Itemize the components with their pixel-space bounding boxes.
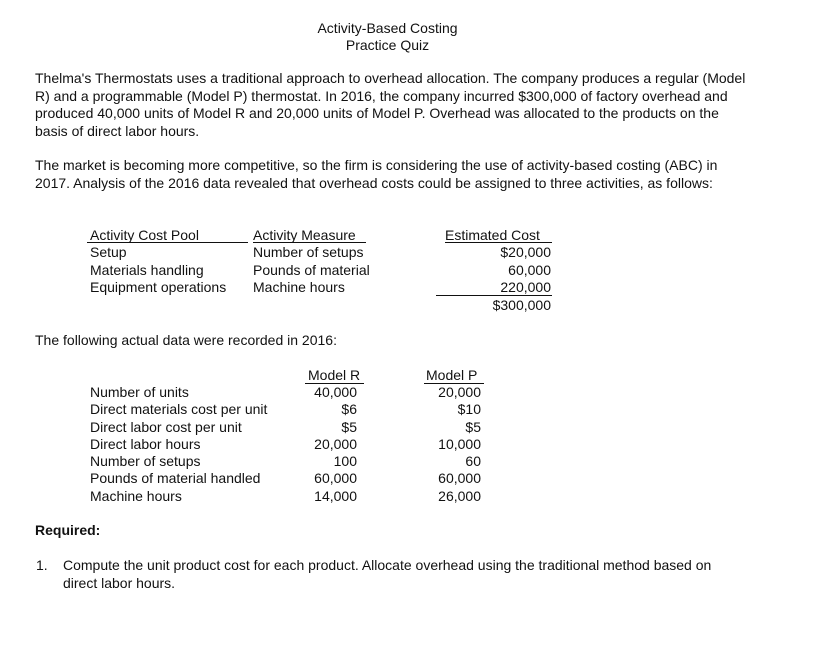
row-label: Direct labor cost per unit xyxy=(90,419,242,435)
activity-cost: 220,000 xyxy=(500,279,551,295)
abc-paragraph: The market is becoming more competitive, so the firm is considering the use of activity-based costing (ABC) in 2017. Analysis of the 2016 data revealed that overhead costs could be assigned to three activities, as follows: xyxy=(35,157,718,191)
model-r-value: 60,000 xyxy=(314,470,357,486)
activity-measure: Number of setups xyxy=(253,244,364,260)
row-label: Machine hours xyxy=(90,488,182,504)
model-r-value: $5 xyxy=(341,419,357,435)
page-title: Activity-Based Costing xyxy=(317,20,458,36)
col-header-cost: Estimated Cost xyxy=(445,227,540,243)
row-label: Direct materials cost per unit xyxy=(90,401,268,417)
question-number: 1. xyxy=(36,557,48,573)
model-p-value: 10,000 xyxy=(438,436,481,452)
required-heading: Required: xyxy=(35,522,101,538)
question-text: Compute the unit product cost for each product. Allocate overhead using the traditional method based on direct labor hours. xyxy=(63,557,712,591)
row-label: Pounds of material handled xyxy=(90,470,261,486)
model-r-value: 14,000 xyxy=(314,488,357,504)
page-subtitle: Practice Quiz xyxy=(345,37,430,53)
model-r-value: 40,000 xyxy=(314,384,357,400)
activity-pool: Equipment operations xyxy=(90,279,227,295)
model-p-value: 26,000 xyxy=(438,488,481,504)
intro-paragraph: Thelma's Thermostats uses a traditional approach to overhead allocation. The company produces a regular (Model R) and a programmable (Model P) thermostat. In 2016, the company incurred $300,000 of factory overhead and produced 40,000 units of Model R and 20,000 units of Model P. Overhead was allocated to the products on the basis of direct labor hours. xyxy=(35,70,746,139)
model-p-value: 20,000 xyxy=(438,384,481,400)
model-r-value: 20,000 xyxy=(314,436,357,452)
row-label: Direct labor hours xyxy=(90,436,201,452)
model-p-value: $10 xyxy=(457,401,481,417)
model-r-value: 100 xyxy=(333,453,357,469)
col-header-measure: Activity Measure xyxy=(253,227,356,243)
activity-cost: 60,000 xyxy=(508,262,551,278)
activity-measure: Machine hours xyxy=(253,279,345,295)
row-label: Number of setups xyxy=(90,453,201,469)
activity-pool: Setup xyxy=(90,244,127,260)
model-r-value: $6 xyxy=(341,401,357,417)
data-intro: The following actual data were recorded in 2016: xyxy=(35,332,337,348)
total-rule xyxy=(436,295,552,296)
activity-measure: Pounds of material xyxy=(253,262,370,278)
model-p-value: $5 xyxy=(465,419,481,435)
activity-pool: Materials handling xyxy=(90,262,204,278)
model-p-value: 60 xyxy=(465,453,481,469)
activity-total: $300,000 xyxy=(492,297,551,313)
row-label: Number of units xyxy=(90,384,189,400)
activity-cost: $20,000 xyxy=(500,244,551,260)
col-header-model-r: Model R xyxy=(308,367,361,383)
col-header-pool: Activity Cost Pool xyxy=(90,227,199,243)
col-header-model-p: Model P xyxy=(426,367,478,383)
model-p-value: 60,000 xyxy=(438,470,481,486)
